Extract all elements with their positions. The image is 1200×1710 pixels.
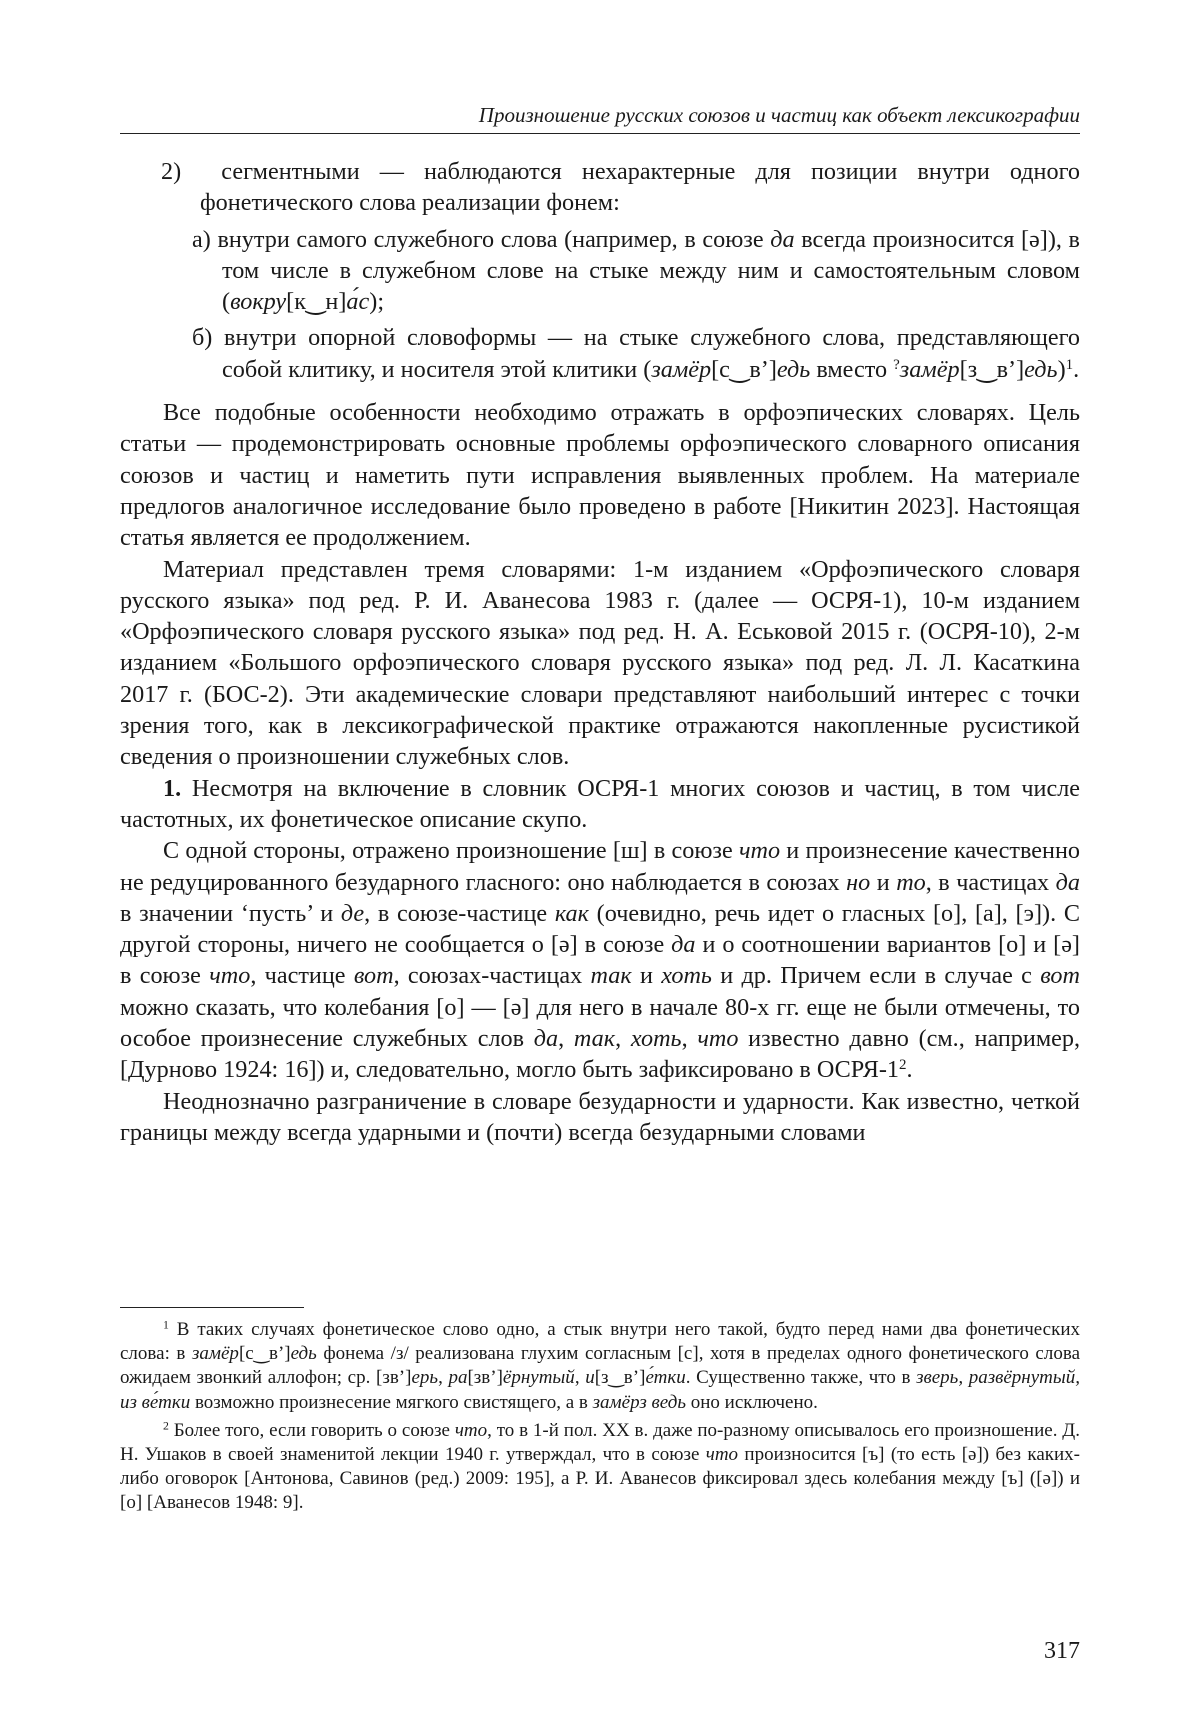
example-word: но (846, 868, 871, 896)
example-word: ра (448, 1367, 468, 1389)
example-word: то (896, 868, 926, 896)
example-word: едь (1024, 355, 1058, 383)
text-run: оно исключено. (686, 1391, 818, 1413)
footnote-1 (120, 1318, 1080, 1415)
text-run: известно давно (см., например, [Дурново 1924: 16]) и, следовательно, могло быть зафиксировано в ОСРЯ-1 (120, 1025, 1081, 1084)
example-word: де (340, 899, 365, 927)
text-run: внутри самого служебного слова (например, в союзе (217, 225, 771, 253)
example-word: что (454, 1419, 488, 1441)
example-word: зверь, развёрнутый, из ве́тки (120, 1367, 1081, 1413)
paragraph-3 (120, 773, 1080, 836)
text-run: , то в 1-й пол. XX в. даже по-разному описывалось его произношение. Д. Н. Ушаков в своей знаменитой лекции 1940 г. утверждал, что в союзе (120, 1419, 1081, 1466)
text-run: С одной стороны, отражено произношение [ш] в союзе (163, 837, 739, 865)
text-run: вместо (810, 355, 894, 383)
example-word: вот (1040, 962, 1080, 990)
example-word: так (590, 962, 632, 990)
text-run: . (1073, 355, 1080, 383)
example-word: замёрз ведь (592, 1391, 686, 1413)
text-run: , в союзе-частице (364, 899, 555, 927)
text-run: , (558, 1025, 574, 1053)
text-run: и (870, 868, 897, 896)
text-run: , в частицах (925, 868, 1056, 896)
text-run: можно сказать, что колебания [о] — [ə] для него в начале 80-х гг. еще не были отмечены, то особое произнесение служебных слов (120, 993, 1080, 1053)
transcription: [с‿в’] (238, 1343, 291, 1365)
footnotes (120, 1318, 1080, 1520)
text-run: возможно произнесение мягкого свистящего, а в (190, 1391, 593, 1413)
text-run: произносится [ъ] (то есть [ə]) без каких-либо оговорок [Антонова, Савинов (ред.) 2009: 195], а Р. И. Аванесов фиксировал здесь колебания между [ъ] ([ə]) и [о] [Аванесов 1948: 9]. (120, 1444, 1081, 1514)
example-word: едь (290, 1343, 317, 1365)
text-run: В таких случаях фонетическое слово одно, а стык внутри него такой, будто перед нами два фонетических слова: в (120, 1319, 1080, 1365)
page-number: 317 (1044, 1638, 1080, 1664)
running-head: Произношение русских союзов и частиц как объект лексикографии (478, 103, 1080, 127)
example-word: замёр (191, 1343, 239, 1365)
text-run: в значении ‘пусть’ и (120, 899, 341, 927)
text-run: Более того, если говорить о союзе (168, 1419, 455, 1441)
example-word: что (738, 837, 781, 865)
footnote-ref-2[interactable]: 2 (899, 1057, 907, 1074)
paragraph-1: Все подобные особенности необходимо отражать в орфоэпических словарях. Цель статьи — продемонстрировать основные проблемы орфоэпического словарного описания союзов и частиц и наметить пути исправления выявленных проблем. На материале предлогов аналогичное исследование было проведено в работе [Никитин 2023]. Настоящая статья является ее продолжением. (120, 399, 1080, 552)
transcription: [з‿в’] (594, 1367, 646, 1389)
example-word: а́с (346, 288, 370, 316)
transcription: [з‿в’] (959, 355, 1025, 383)
example-word: е́тки (645, 1367, 686, 1389)
example-word: вот (353, 962, 394, 990)
list-marker: б) (192, 324, 213, 352)
list-subitem-a (120, 224, 1080, 318)
transcription: [с‿в’] (711, 355, 777, 383)
section-number: 1. (163, 774, 182, 802)
example-word: едь (776, 355, 811, 383)
example-word: да (770, 225, 795, 253)
text-run: ) (1057, 355, 1066, 383)
example-word: замёр (651, 355, 712, 383)
example-word: что (705, 1444, 739, 1466)
list-item-text: сегментными — наблюдаются нехарактерные для позиции внутри одного фонетического слова реализации фонем: (200, 158, 1081, 217)
paragraph-2: Материал представлен тремя словарями: 1-м изданием «Орфоэпического словаря русского языка» под ред. Р. И. Аванесова 1983 г. (далее — ОСРЯ-1), 10-м изданием «Орфоэпического словаря русского языка» под ред. Н. А. Еськовой 2015 г. (ОСРЯ-10), 2-м изданием «Большого орфоэпического словаря русского языка» под ред. Л. Л. Касаткина 2017 г. (БОС-2). Эти академические словари представляют наибольший интерес с точки зрения того, как в лексикографической практике отражаются накопленные русистикой сведения о произношении служебных слов. (120, 555, 1080, 771)
example-word: как (554, 899, 589, 927)
text-run: и др. Причем если в случае с (711, 962, 1041, 990)
text-run: . Существенно также, что в (685, 1367, 917, 1389)
header-rule (120, 133, 1080, 134)
example-word: да (533, 1025, 559, 1053)
text-run: . (906, 1056, 913, 1084)
paragraph-4 (120, 835, 1080, 1085)
text-run: (очевидно, речь идет о гласных [о], [а], [э]). С другой стороны, ничего не сообщается о [ə] в союзе (120, 899, 1080, 959)
example-word: так (573, 1025, 616, 1053)
example-word: хоть (630, 1025, 682, 1053)
text-run: , (574, 1367, 586, 1389)
footnote-rule (120, 1307, 304, 1308)
list-subitem-b (120, 322, 1080, 385)
example-word: замёр (899, 355, 960, 383)
text-run: фонема /з/ реализована глухим согласным [с], хотя в пределах одного фонетического слова ожидаем звонкий аллофон; ср. [зв’] (120, 1343, 1080, 1389)
footnote-mark: 1 (163, 1318, 169, 1332)
example-word: да (1055, 868, 1080, 896)
footnote-ref-1[interactable]: 1 (1065, 356, 1074, 373)
text-run: и произнесение качественно не редуцированного безударного гласного: оно наблюдается в союзах (120, 837, 1080, 896)
text-run: и о соотношении вариантов [о] и [ə] в союзе (120, 931, 1080, 990)
text-run: , (681, 1025, 698, 1053)
footnote-2 (120, 1419, 1080, 1516)
question-mark: ? (893, 356, 900, 373)
text-run: , союзах-частицах (393, 962, 591, 990)
main-text (120, 156, 1080, 1148)
transcription: [зв’] (467, 1367, 503, 1389)
footnote-mark: 2 (163, 1419, 169, 1433)
example-word: что (697, 1025, 739, 1053)
text-run: , частице (250, 962, 354, 990)
text-run: внутри опорной словоформы — на стыке служебного слова, представляющего собой клитику, и носителя этой клитики ( (222, 324, 1080, 383)
example-word: вокру (230, 288, 287, 316)
text-run: , (438, 1367, 449, 1389)
example-word: ёрнутый (502, 1367, 575, 1389)
example-word: что (209, 962, 251, 990)
text-run: , (615, 1025, 631, 1053)
transcription: [к‿н] (286, 288, 347, 316)
example-word: хоть (661, 962, 712, 990)
text-run: Несмотря на включение в словник ОСРЯ-1 многих союзов и частиц, в том числе частотных, их фонетическое описание скупо. (120, 774, 1080, 833)
paragraph-5: Неоднозначно разграничение в словаре безударности и ударности. Как известно, четкой границы между всегда ударными и (почти) всегда безударными словами (120, 1087, 1080, 1146)
list-marker: 2) (161, 158, 182, 185)
text-run: и (631, 962, 662, 990)
list-item-2 (120, 156, 1080, 219)
text-run: ); (369, 288, 385, 316)
text-run: всегда произносится [ə]), в том числе в служебном слове на стыке между ним и самостоятельным словом ( (222, 225, 1080, 316)
example-word: да (671, 931, 696, 959)
example-word: ерь (411, 1367, 439, 1389)
example-word: и (585, 1367, 595, 1389)
list-marker: а) (192, 225, 211, 253)
